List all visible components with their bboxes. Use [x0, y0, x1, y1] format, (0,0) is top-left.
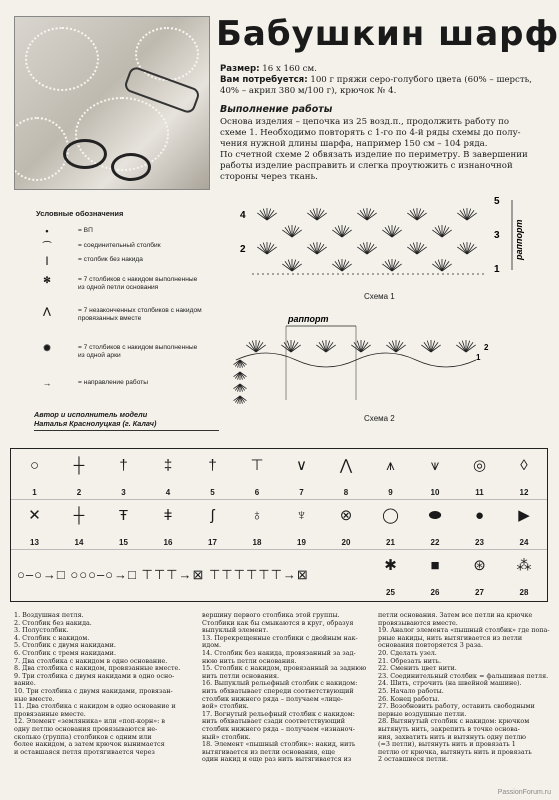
work-paragraph-6: стороны через ткань. — [220, 172, 318, 182]
list-item: один накид и еще раз нить вытягивается из — [202, 755, 352, 764]
symbol-cell — [13, 451, 56, 499]
symbol-number: 3 — [121, 488, 126, 497]
product-photo — [14, 16, 210, 190]
symbol-number: 20 — [341, 538, 351, 547]
symbol-cell — [414, 501, 457, 549]
crochet-symbol-icon: ◊ — [520, 457, 528, 474]
watermark: PassionForum.ru — [497, 789, 551, 796]
scheme-2-diagram — [226, 310, 526, 410]
symbol-cell — [191, 451, 234, 499]
list-item: 15. Столбик с накидом, провязанный за заднюю — [202, 664, 367, 673]
list-item: 3. Полустолбик. — [14, 626, 69, 635]
work-paragraph-3: чения нужной длины шарфа, например 150 см – 104 ряда. — [220, 139, 488, 149]
symbol-number: 17 — [208, 538, 217, 547]
stitch-mark — [459, 342, 466, 352]
list-item: 8. Два столбика с накидом, провязанные вместе. — [14, 664, 181, 673]
crochet-symbol-icon: ● — [474, 507, 485, 524]
legend-label: = 7 столбиков с накидом выполненные из одной петли основания — [78, 276, 198, 291]
stitch-mark — [467, 210, 474, 220]
symbol-number: 7 — [299, 488, 304, 497]
stitch-mark — [292, 227, 299, 237]
stitch-mark — [460, 244, 467, 254]
legend-symbol-icon: ⌒ — [42, 241, 52, 251]
stitch-mark — [417, 244, 424, 254]
symbol-cell — [325, 501, 368, 549]
list-item: основания повторяется 3 раза. — [378, 641, 484, 650]
symbol-number: 13 — [30, 538, 39, 547]
stitch-mark — [389, 342, 396, 352]
crochet-symbol-icon: † — [119, 457, 128, 474]
legend-item — [36, 344, 203, 360]
symbol-cell — [102, 451, 145, 499]
author-credit — [34, 410, 219, 431]
list-item: провязываются вместе. — [378, 618, 458, 627]
work-paragraph-2: схеме 1. Необходимо повторять с 1-го по 4-й ряды схемы до полу- — [220, 128, 521, 138]
scissors-illustration — [63, 139, 107, 169]
symbol-number: 18 — [252, 538, 262, 547]
list-item: вытянуть нить, закрепить в точке основа- — [378, 724, 520, 733]
legend-item — [36, 242, 203, 250]
author-line-1: Автор и исполнитель модели — [34, 410, 148, 419]
list-item: рные накиды, нить вытягивается из петли — [378, 633, 523, 642]
list-item: 27. Возобновить работу, оставить свободными — [378, 702, 535, 711]
symbol-number: 1 — [32, 488, 37, 497]
symbol-cell — [503, 551, 546, 599]
scheme-2-rapport-label: раппорт — [288, 314, 329, 324]
legend-item — [36, 227, 203, 235]
list-item: 6. Столбик с тремя накидами. — [14, 648, 116, 657]
symbol-list-left — [14, 612, 194, 756]
stitch-mark — [284, 342, 291, 352]
stitch-mark — [410, 244, 417, 254]
symbol-number: 10 — [430, 488, 440, 497]
stitch-mark — [260, 210, 267, 220]
list-item: провязанные вместе. — [14, 709, 86, 718]
crochet-symbol-icon: ┼ — [73, 457, 85, 474]
symbol-number: 27 — [475, 588, 484, 597]
row-number-1: 1 — [494, 264, 500, 275]
stitch-mark — [291, 342, 298, 352]
stitch-mark — [442, 261, 449, 271]
symbol-cell — [102, 501, 145, 549]
symbol-number: 2 — [76, 488, 82, 497]
list-item: первые воздушные петли. — [378, 709, 467, 718]
symbol-row-3-glyphs: ○–○→□ ○○○–○→□ ⊤⊤⊤→⊠ ⊤⊤⊤⊤⊤⊤→⊠ — [17, 567, 309, 582]
page-title: Бабушкин шарф — [216, 14, 559, 54]
materials-value-1: 100 г пряжи серо-голубого цвета (60% – шерсть, — [310, 75, 533, 85]
work-paragraph-5: работы изделие расправить и слегка проутюжить с изнаночной — [220, 161, 513, 171]
row-number-4: 4 — [240, 210, 246, 221]
list-item: 10. Три столбика с двумя накидами, провязан- — [14, 686, 173, 695]
list-item: 28. Вытянутый столбик с накидом: крючком — [378, 717, 530, 726]
list-item: 1. Воздушная петля. — [14, 611, 84, 619]
stitch-mark — [317, 210, 324, 220]
legend-item — [36, 276, 203, 292]
list-item: ные вместе. — [14, 694, 55, 703]
legend-label: = соединительный столбик — [78, 242, 161, 249]
row-number-3: 3 — [494, 230, 500, 241]
stitch-mark — [354, 342, 361, 352]
symbol-number: 8 — [343, 488, 349, 497]
work-paragraph-1: Основа изделия – цепочка из 25 возд.п., продолжить работу по — [220, 117, 510, 127]
symbol-number: 6 — [254, 488, 260, 497]
stitch-mark — [431, 342, 438, 352]
crochet-symbol-icon: ○ — [29, 457, 40, 474]
list-item: нить петли основания. — [202, 671, 280, 680]
legend-item — [36, 256, 203, 264]
stitch-mark — [317, 244, 324, 254]
crochet-symbol-icon: ♁ — [251, 507, 263, 524]
crochet-symbol-icon: ◎ — [472, 457, 487, 474]
stitch-mark — [267, 210, 274, 220]
symbol-cell — [191, 501, 234, 549]
symbol-cell — [369, 501, 412, 549]
list-item: 2 оставшиеся петли. — [378, 755, 449, 764]
crochet-symbol-icon: ⩚ — [386, 457, 395, 474]
symbol-list-right — [378, 612, 554, 764]
list-item: ный» столбик. — [202, 732, 251, 741]
list-item: 22. Сменить цвет нити. — [378, 664, 457, 673]
list-item: ния, захватить нить и вытянуть одну петлю — [378, 732, 526, 741]
materials-line — [220, 75, 550, 86]
crochet-symbol-icon: ǂ — [163, 507, 173, 524]
size-value: 16 х 160 см. — [262, 64, 317, 74]
legend-label: = ВП — [78, 227, 93, 234]
legend-item — [36, 379, 203, 387]
crochet-symbol-icon: ʃ — [210, 507, 215, 524]
stitch-mark — [396, 342, 403, 352]
stitch-mark — [385, 261, 392, 271]
stitch-mark — [435, 261, 442, 271]
crochet-symbol-icon: ⁂ — [516, 557, 532, 574]
symbol-cell — [13, 501, 56, 549]
materials-label: Вам потребуется: — [220, 75, 308, 85]
list-item: 9. Три столбика с двумя накидами в одно осно- — [14, 671, 175, 680]
crochet-symbol-icon: ✱ — [384, 557, 397, 574]
size-label: Размер: — [220, 64, 260, 74]
symbol-number: 15 — [119, 538, 128, 547]
symbol-cell — [280, 501, 323, 549]
row-number-2: 2 — [240, 244, 246, 255]
stitch-mark — [285, 261, 292, 271]
crochet-symbol-icon: ‡ — [163, 457, 173, 474]
symbol-cell — [503, 451, 546, 499]
stitch-mark — [442, 227, 449, 237]
list-item: (=3 петли), вытянуть нить и провязать 1 — [378, 740, 516, 749]
stitch-mark — [392, 261, 399, 271]
stitch-mark — [360, 244, 367, 254]
symbol-cell — [369, 451, 412, 499]
symbol-cell — [147, 501, 190, 549]
crochet-symbol-icon: Ŧ — [118, 507, 129, 524]
stitch-mark — [466, 342, 473, 352]
crochet-symbol-icon: ⬬ — [428, 507, 442, 524]
stitch-mark — [342, 227, 349, 237]
list-item: 2. Столбик без накида. — [14, 618, 92, 627]
list-item: петли основания. Затем все петли на крючке — [378, 611, 533, 619]
crochet-symbol-icon: ♆ — [295, 507, 308, 524]
list-item: вой» столбик. — [202, 702, 249, 711]
stitch-mark — [310, 210, 317, 220]
symbol-list-middle — [202, 612, 378, 764]
list-item: 24. Шить, строчить (на швейной машине). — [378, 679, 522, 688]
symbol-number: 5 — [210, 488, 215, 497]
stitch-mark — [435, 227, 442, 237]
symbol-number: 25 — [386, 588, 395, 597]
list-item: нить обхватывает спереди соответствующий — [202, 686, 354, 695]
symbol-cell — [458, 451, 501, 499]
symbol-number: 21 — [386, 538, 395, 547]
list-item: 20. Сделать узел. — [378, 648, 437, 657]
legend-symbol-icon: ✻ — [43, 275, 51, 285]
symbol-cell — [458, 501, 501, 549]
stitch-mark — [367, 244, 374, 254]
stitch-mark — [285, 227, 292, 237]
table-divider — [11, 549, 547, 550]
list-item: 12. Элемент «земляника» или «поп-корн»: в — [14, 717, 165, 726]
stitch-mark — [335, 227, 342, 237]
symbol-number: 12 — [519, 488, 529, 497]
legend-symbol-icon: → — [42, 378, 52, 388]
stitch-mark — [267, 244, 274, 254]
list-item: петлю от крючка, вытянуть нить и провязать — [378, 747, 532, 756]
crochet-symbol-icon: ∨ — [296, 457, 307, 474]
list-item: нюю нить петли основания. — [202, 656, 297, 665]
legend-symbol-icon: | — [45, 255, 49, 265]
symbol-cell — [236, 501, 279, 549]
symbol-cell — [147, 451, 190, 499]
list-item: вершину первого столбика этой группы. — [202, 611, 340, 619]
list-item: одну петлю основания провязываются не- — [14, 724, 158, 733]
crochet-symbol-icon: ┼ — [73, 507, 85, 524]
legend-item — [36, 307, 203, 323]
list-item: идом. — [202, 641, 222, 650]
work-paragraph-4: По счетной схеме 2 обвязать изделие по периметру. В завершении — [220, 150, 528, 160]
crochet-symbol-icon: ◯ — [382, 507, 399, 524]
stitch-mark — [326, 342, 333, 352]
symbol-number: 26 — [430, 588, 440, 597]
stitch-mark — [385, 227, 392, 237]
stitch-mark — [467, 244, 474, 254]
stitch-mark — [360, 210, 367, 220]
list-item: 26. Конец работы. — [378, 694, 440, 703]
symbol-table — [10, 448, 548, 602]
list-item: 19. Аналог элемента «пышный столбик» где попа- — [378, 626, 550, 635]
stitch-mark — [256, 342, 263, 352]
legend-label: = 7 незаконченных столбиков с накидом провязанных вместе — [78, 307, 202, 322]
scheme-1-diagram — [232, 190, 532, 290]
crochet-symbol-icon: ⊗ — [339, 507, 353, 524]
symbol-cell — [369, 551, 412, 599]
legend-label: = 7 столбиков с накидом выполненные из одной арки — [78, 344, 198, 359]
list-item: 11. Два столбика с накидом в одно основание и — [14, 702, 176, 711]
symbol-cell — [325, 451, 368, 499]
stitch-mark — [310, 244, 317, 254]
stitch-mark — [292, 261, 299, 271]
symbol-cell — [58, 451, 101, 499]
stitch-mark — [410, 210, 417, 220]
work-heading: Выполнение работы — [220, 104, 333, 115]
symbol-number: 23 — [475, 538, 484, 547]
legend-symbol-icon: ✺ — [43, 343, 51, 353]
symbol-number: 24 — [519, 538, 529, 547]
symbol-cell — [503, 501, 546, 549]
crochet-symbol-icon: † — [208, 457, 217, 474]
symbol-number: 11 — [475, 488, 484, 497]
scheme-2-mark-2: 2 — [484, 343, 489, 352]
list-item: столбик нижнего ряда – получаем «изнаноч- — [202, 724, 355, 733]
legend-label: = направление работы — [78, 379, 148, 386]
author-line-2: Наталья Краснолуцкая (г. Калач) — [34, 419, 157, 428]
list-item: Столбики как бы смыкаются в круг, образуя — [202, 618, 354, 627]
symbol-cell — [236, 451, 279, 499]
scheme-2-caption: Схема 2 — [364, 414, 395, 423]
size-line — [220, 64, 550, 75]
symbol-cell — [458, 551, 501, 599]
symbol-number: 14 — [74, 538, 84, 547]
stitch-mark — [319, 342, 326, 352]
stitch-mark — [367, 210, 374, 220]
scheme-2-mark-1: 1 — [476, 353, 481, 362]
crochet-symbol-icon: ■ — [430, 557, 440, 574]
list-item: 17. Вогнутый рельефный столбик с накидом: — [202, 709, 355, 718]
list-item: вание. — [14, 679, 36, 688]
symbol-number: 4 — [165, 488, 171, 497]
symbol-number: 19 — [297, 538, 306, 547]
list-item: вытягивается из петли основания, еще — [202, 747, 335, 756]
scissors-handle — [111, 153, 151, 181]
legend-symbol-icon: ⋀ — [43, 306, 51, 316]
stitch-mark — [249, 342, 256, 352]
list-item: нить обхватывает сзади соответствующий — [202, 717, 345, 726]
symbol-number: 22 — [430, 538, 440, 547]
legend-label: = столбик без накида — [78, 256, 143, 263]
stitch-mark — [342, 261, 349, 271]
crochet-symbol-icon: ▶ — [518, 507, 530, 524]
crochet-symbol-icon: ⊛ — [473, 557, 486, 574]
stitch-mark — [260, 244, 267, 254]
stitch-mark — [424, 342, 431, 352]
stitch-mark — [460, 210, 467, 220]
stitch-mark — [392, 227, 399, 237]
crochet-symbol-icon: ⩛ — [430, 457, 440, 474]
list-item: 4. Столбик с накидом. — [14, 633, 90, 642]
list-item: более накидом, а затем крючок вынимается — [14, 740, 165, 749]
crochet-symbol-icon: ⋀ — [339, 457, 353, 474]
materials-line-2: 40% – акрил 380 м/100 г), крючок № 4. — [220, 86, 397, 96]
list-item: 18. Элемент «пышный столбик»: накид, нить — [202, 740, 356, 749]
stitch-mark — [335, 261, 342, 271]
symbol-cell — [414, 551, 457, 599]
list-item: 13. Перекрещенные столбики с двойным нак- — [202, 633, 358, 642]
symbol-cell — [414, 451, 457, 499]
scheme-1-rapport-label: раппорт — [514, 219, 524, 260]
scheme-1-caption: Схема 1 — [364, 292, 395, 301]
legend-title: Условные обозначения — [36, 209, 124, 218]
symbol-cell — [280, 451, 323, 499]
symbol-number: 9 — [388, 488, 393, 497]
symbol-number: 28 — [519, 588, 529, 597]
stitch-mark — [417, 210, 424, 220]
list-item: выпуклый элемент. — [202, 626, 269, 635]
list-item: 21. Обрезать нить. — [378, 656, 442, 665]
list-item: 5. Столбик с двумя накидами. — [14, 641, 116, 650]
row-number-5: 5 — [494, 196, 500, 207]
crochet-symbol-icon: ⊤ — [250, 457, 264, 474]
list-item: 14. Столбик без накида, провязанный за зад- — [202, 648, 356, 657]
list-item: 23. Соединительный столбик = фальшивая петля. — [378, 671, 549, 680]
legend-symbol-icon: • — [45, 226, 49, 236]
crochet-symbol-icon: ✕ — [28, 507, 41, 524]
list-item: 16. Выпуклый рельефный столбик с накидом: — [202, 679, 358, 688]
list-item: 7. Два столбика с накидом в одно основание. — [14, 656, 168, 665]
symbol-number: 16 — [163, 538, 173, 547]
stitch-mark — [361, 342, 368, 352]
list-item: 25. Начало работы. — [378, 686, 444, 695]
list-item: сколько (группа) столбиков с одним или — [14, 732, 152, 741]
table-divider — [11, 499, 547, 500]
symbol-cell — [58, 501, 101, 549]
list-item: столбик нижнего ряда – получаем «лице- — [202, 694, 343, 703]
list-item: и оставшаяся петля протягивается через — [14, 747, 155, 756]
